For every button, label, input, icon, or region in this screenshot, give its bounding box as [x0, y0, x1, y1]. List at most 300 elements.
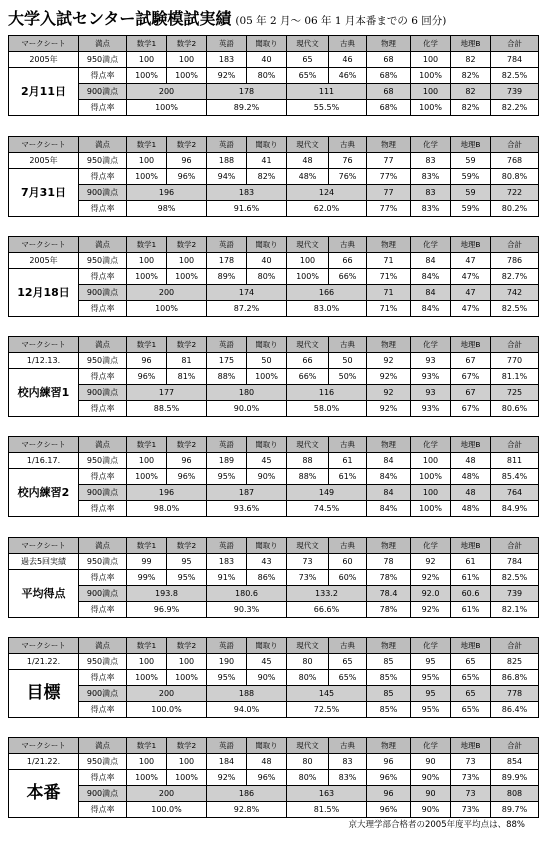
- row-label: 得点率: [79, 802, 127, 818]
- column-header: 合計: [491, 237, 539, 253]
- column-header: マークシート: [9, 437, 79, 453]
- table-cell: 100%: [167, 670, 207, 686]
- column-header: 英語: [207, 237, 247, 253]
- table-row: [9, 570, 539, 586]
- table-cell: 60%: [329, 570, 367, 586]
- table-cell: 48%: [451, 501, 491, 517]
- merged-cell: 89.2%: [207, 100, 287, 116]
- column-header: 古典: [329, 337, 367, 353]
- column-header: 満点: [79, 638, 127, 654]
- table-cell: 45: [247, 453, 287, 469]
- column-header: 数学2: [167, 638, 207, 654]
- exam-date: 1/21.22.: [9, 754, 79, 770]
- table-cell: 77: [367, 153, 411, 169]
- table-cell: 92%: [207, 770, 247, 786]
- title-subtitle: (05 年 2 月～ 06 年 1 月本番までの 6 回分): [235, 15, 447, 27]
- score-table: [8, 35, 539, 116]
- table-cell: 80: [287, 654, 329, 670]
- column-header: 数学1: [127, 738, 167, 754]
- merged-cell: 187: [207, 485, 287, 501]
- table-cell: 43: [247, 554, 287, 570]
- column-header: 数学2: [167, 36, 207, 52]
- table-cell: 96%: [167, 169, 207, 185]
- table-row: [9, 554, 539, 570]
- table-cell: 71%: [367, 301, 411, 317]
- table-cell: 178: [207, 253, 247, 269]
- merged-cell: 98%: [127, 201, 207, 217]
- table-cell: 93%: [411, 369, 451, 385]
- merged-cell: 133.2: [287, 586, 367, 602]
- table-cell: 96%: [127, 369, 167, 385]
- table-cell: 47%: [451, 269, 491, 285]
- exam-label: 12月18日: [9, 269, 79, 317]
- table-cell: 65%: [451, 670, 491, 686]
- table-cell: 95%: [411, 702, 451, 718]
- table-cell: 83: [329, 754, 367, 770]
- column-header: 聞取り: [247, 337, 287, 353]
- column-header: 合計: [491, 638, 539, 654]
- table-cell: 91%: [207, 570, 247, 586]
- merged-cell: 116: [287, 385, 367, 401]
- table-cell: 96%: [167, 469, 207, 485]
- table-cell: 48: [451, 485, 491, 501]
- table-row: [9, 353, 539, 369]
- column-header: 英語: [207, 137, 247, 153]
- column-header: 英語: [207, 738, 247, 754]
- exam-label: 目標: [9, 670, 79, 718]
- merged-cell: 200: [127, 84, 207, 100]
- table-cell: 100: [127, 253, 167, 269]
- merged-cell: 58.0%: [287, 401, 367, 417]
- table-cell: 88%: [207, 369, 247, 385]
- table-row: [9, 802, 539, 818]
- row-label: 得点率: [79, 100, 127, 116]
- table-cell: 92%: [411, 570, 451, 586]
- table-cell: 764: [491, 485, 539, 501]
- table-cell: 68: [367, 52, 411, 68]
- merged-cell: 124: [287, 185, 367, 201]
- exam-label: 2月11日: [9, 68, 79, 116]
- table-cell: 95: [167, 554, 207, 570]
- table-cell: 95%: [411, 670, 451, 686]
- table-cell: 78%: [367, 602, 411, 618]
- table-cell: 71: [367, 253, 411, 269]
- table-cell: 83%: [411, 169, 451, 185]
- row-label: 900満点: [79, 285, 127, 301]
- row-label: 得点率: [79, 670, 127, 686]
- column-header: 化学: [411, 437, 451, 453]
- merged-cell: 174: [207, 285, 287, 301]
- table-cell: 92: [367, 385, 411, 401]
- table-row: [9, 301, 539, 317]
- table-cell: 100: [411, 52, 451, 68]
- table-header-row: [9, 137, 539, 153]
- column-header: 現代文: [287, 237, 329, 253]
- column-header: 地理B: [451, 137, 491, 153]
- merged-cell: 177: [127, 385, 207, 401]
- table-header-row: [9, 237, 539, 253]
- exam-date: 2005年: [9, 153, 79, 169]
- row-label: 900満点: [79, 786, 127, 802]
- table-header-row: [9, 337, 539, 353]
- merged-cell: 92.8%: [207, 802, 287, 818]
- table-row: [9, 602, 539, 618]
- table-cell: 82%: [451, 100, 491, 116]
- table-cell: 100%: [411, 68, 451, 84]
- table-row: [9, 285, 539, 301]
- column-header: 古典: [329, 538, 367, 554]
- table-cell: 84: [411, 253, 451, 269]
- table-cell: 86%: [247, 570, 287, 586]
- row-label: 得点率: [79, 501, 127, 517]
- merged-cell: 100%: [127, 100, 207, 116]
- column-header: 物理: [367, 638, 411, 654]
- table-cell: 83: [411, 153, 451, 169]
- table-cell: 46: [329, 52, 367, 68]
- table-cell: 100: [167, 654, 207, 670]
- table-cell: 100: [127, 153, 167, 169]
- column-header: 聞取り: [247, 638, 287, 654]
- table-cell: 84%: [411, 301, 451, 317]
- table-cell: 84: [367, 485, 411, 501]
- column-header: 合計: [491, 538, 539, 554]
- merged-cell: 74.5%: [287, 501, 367, 517]
- table-cell: 90%: [411, 802, 451, 818]
- merged-cell: 93.6%: [207, 501, 287, 517]
- table-cell: 73%: [287, 570, 329, 586]
- table-cell: 84: [411, 285, 451, 301]
- table-cell: 81%: [167, 369, 207, 385]
- table-cell: 90%: [411, 770, 451, 786]
- table-cell: 83%: [411, 201, 451, 217]
- table-cell: 95%: [207, 469, 247, 485]
- table-cell: 82: [451, 84, 491, 100]
- table-cell: 99: [127, 554, 167, 570]
- table-cell: 84%: [367, 501, 411, 517]
- table-cell: 66: [287, 353, 329, 369]
- merged-cell: 196: [127, 185, 207, 201]
- column-header: 数学1: [127, 137, 167, 153]
- table-cell: 76%: [329, 169, 367, 185]
- table-cell: 100: [127, 754, 167, 770]
- column-header: 物理: [367, 36, 411, 52]
- column-header: 聞取り: [247, 738, 287, 754]
- exam-date: 1/16.17.: [9, 453, 79, 469]
- table-cell: 68: [367, 84, 411, 100]
- table-cell: 100%: [247, 369, 287, 385]
- table-cell: 739: [491, 586, 539, 602]
- table-cell: 786: [491, 253, 539, 269]
- column-header: 数学1: [127, 638, 167, 654]
- table-row: [9, 485, 539, 501]
- column-header: 物理: [367, 237, 411, 253]
- column-header: 数学2: [167, 337, 207, 353]
- score-table: [8, 436, 539, 517]
- merged-cell: 72.5%: [287, 702, 367, 718]
- table-cell: 73: [287, 554, 329, 570]
- column-header: 合計: [491, 337, 539, 353]
- table-cell: 742: [491, 285, 539, 301]
- table-cell: 60: [329, 554, 367, 570]
- column-header: 数学2: [167, 738, 207, 754]
- column-header: 聞取り: [247, 36, 287, 52]
- table-cell: 100%: [167, 770, 207, 786]
- table-cell: 84%: [367, 469, 411, 485]
- column-header: 現代文: [287, 738, 329, 754]
- row-label: 得点率: [79, 602, 127, 618]
- table-cell: 61: [329, 453, 367, 469]
- table-row: [9, 385, 539, 401]
- table-cell: 100%: [127, 469, 167, 485]
- score-table: [8, 236, 539, 317]
- column-header: マークシート: [9, 738, 79, 754]
- merged-cell: 149: [287, 485, 367, 501]
- table-cell: 66: [329, 253, 367, 269]
- table-cell: 100%: [127, 770, 167, 786]
- table-cell: 73: [451, 754, 491, 770]
- table-cell: 65%: [287, 68, 329, 84]
- table-cell: 82.1%: [491, 602, 539, 618]
- table-cell: 78.4: [367, 586, 411, 602]
- score-table: [8, 737, 539, 818]
- row-label: 得点率: [79, 169, 127, 185]
- row-label: 900満点: [79, 686, 127, 702]
- table-cell: 100: [287, 253, 329, 269]
- column-header: 聞取り: [247, 538, 287, 554]
- table-cell: 189: [207, 453, 247, 469]
- table-cell: 82%: [247, 169, 287, 185]
- table-cell: 96: [167, 453, 207, 469]
- score-table: [8, 637, 539, 718]
- row-label: 得点率: [79, 702, 127, 718]
- table-cell: 73%: [451, 802, 491, 818]
- table-cell: 50: [329, 353, 367, 369]
- table-cell: 100%: [127, 169, 167, 185]
- column-header: 現代文: [287, 36, 329, 52]
- table-cell: 100%: [127, 670, 167, 686]
- table-cell: 96: [367, 754, 411, 770]
- table-cell: 100: [127, 654, 167, 670]
- table-row: [9, 269, 539, 285]
- table-cell: 90%: [247, 670, 287, 686]
- column-header: 聞取り: [247, 237, 287, 253]
- column-header: マークシート: [9, 538, 79, 554]
- table-cell: 96: [367, 786, 411, 802]
- table-cell: 40: [247, 52, 287, 68]
- table-cell: 48%: [287, 169, 329, 185]
- table-cell: 100%: [167, 68, 207, 84]
- column-header: マークシート: [9, 638, 79, 654]
- table-cell: 65: [451, 654, 491, 670]
- column-header: 現代文: [287, 638, 329, 654]
- column-header: 満点: [79, 538, 127, 554]
- table-cell: 81: [167, 353, 207, 369]
- table-cell: 50%: [329, 369, 367, 385]
- column-header: 化学: [411, 337, 451, 353]
- table-cell: 86.8%: [491, 670, 539, 686]
- row-label: 得点率: [79, 369, 127, 385]
- column-header: 数学1: [127, 538, 167, 554]
- column-header: 合計: [491, 36, 539, 52]
- column-header: 化学: [411, 538, 451, 554]
- column-header: 現代文: [287, 337, 329, 353]
- merged-cell: 94.0%: [207, 702, 287, 718]
- table-header-row: [9, 538, 539, 554]
- column-header: 化学: [411, 36, 451, 52]
- merged-cell: 186: [207, 786, 287, 802]
- table-cell: 71%: [367, 269, 411, 285]
- column-header: 数学1: [127, 337, 167, 353]
- table-row: [9, 68, 539, 84]
- merged-cell: 188: [207, 686, 287, 702]
- table-row: [9, 453, 539, 469]
- table-cell: 100%: [127, 68, 167, 84]
- table-cell: 48: [451, 453, 491, 469]
- merged-cell: 193.8: [127, 586, 207, 602]
- column-header: 現代文: [287, 538, 329, 554]
- table-row: [9, 401, 539, 417]
- table-cell: 808: [491, 786, 539, 802]
- table-cell: 85: [367, 686, 411, 702]
- table-cell: 96%: [247, 770, 287, 786]
- merged-cell: 178: [207, 84, 287, 100]
- row-label: 得点率: [79, 770, 127, 786]
- column-header: 数学2: [167, 437, 207, 453]
- merged-cell: 180.6: [207, 586, 287, 602]
- table-cell: 59%: [451, 169, 491, 185]
- column-header: 聞取り: [247, 437, 287, 453]
- merged-cell: 55.5%: [287, 100, 367, 116]
- table-cell: 188: [207, 153, 247, 169]
- table-cell: 47: [451, 253, 491, 269]
- column-header: 満点: [79, 738, 127, 754]
- footnote: 京大理学部合格者の2005年度平均点は、88%: [348, 820, 525, 830]
- exam-date: 2005年: [9, 253, 79, 269]
- table-row: [9, 686, 539, 702]
- table-cell: 85%: [367, 702, 411, 718]
- table-row: [9, 786, 539, 802]
- row-label: 得点率: [79, 269, 127, 285]
- table-cell: 96%: [367, 802, 411, 818]
- row-label: 900満点: [79, 185, 127, 201]
- table-cell: 80.8%: [491, 169, 539, 185]
- merged-cell: 81.5%: [287, 802, 367, 818]
- column-header: 古典: [329, 638, 367, 654]
- column-header: 地理B: [451, 36, 491, 52]
- table-row: [9, 670, 539, 686]
- column-header: 合計: [491, 738, 539, 754]
- column-header: 化学: [411, 738, 451, 754]
- column-header: 古典: [329, 437, 367, 453]
- row-label: 950満点: [79, 654, 127, 670]
- table-cell: 100%: [287, 269, 329, 285]
- column-header: 物理: [367, 137, 411, 153]
- table-cell: 725: [491, 385, 539, 401]
- table-cell: 96: [127, 353, 167, 369]
- table-cell: 90%: [247, 469, 287, 485]
- table-cell: 93: [411, 353, 451, 369]
- table-cell: 84.9%: [491, 501, 539, 517]
- table-cell: 77: [367, 185, 411, 201]
- table-cell: 82.5%: [491, 68, 539, 84]
- table-cell: 183: [207, 52, 247, 68]
- table-cell: 68%: [367, 100, 411, 116]
- exam-label: 校内練習2: [9, 469, 79, 517]
- table-cell: 784: [491, 554, 539, 570]
- table-cell: 92: [367, 353, 411, 369]
- table-cell: 80.6%: [491, 401, 539, 417]
- table-cell: 100: [167, 52, 207, 68]
- table-cell: 739: [491, 84, 539, 100]
- table-cell: 93%: [411, 401, 451, 417]
- table-cell: 95%: [207, 670, 247, 686]
- column-header: 英語: [207, 437, 247, 453]
- column-header: 数学2: [167, 538, 207, 554]
- table-cell: 190: [207, 654, 247, 670]
- table-cell: 65: [287, 52, 329, 68]
- row-label: 950満点: [79, 153, 127, 169]
- table-cell: 67: [451, 353, 491, 369]
- row-label: 950満点: [79, 554, 127, 570]
- table-cell: 88: [287, 453, 329, 469]
- table-cell: 92%: [367, 369, 411, 385]
- table-cell: 61%: [451, 602, 491, 618]
- merged-cell: 83.0%: [287, 301, 367, 317]
- table-cell: 100%: [411, 469, 451, 485]
- table-header-row: [9, 437, 539, 453]
- table-cell: 100: [411, 84, 451, 100]
- table-cell: 96: [167, 153, 207, 169]
- table-row: [9, 185, 539, 201]
- table-cell: 90: [411, 754, 451, 770]
- table-row: [9, 100, 539, 116]
- table-cell: 100%: [411, 100, 451, 116]
- column-header: 物理: [367, 437, 411, 453]
- merged-cell: 111: [287, 84, 367, 100]
- row-label: 950満点: [79, 453, 127, 469]
- table-row: [9, 501, 539, 517]
- column-header: 現代文: [287, 137, 329, 153]
- table-cell: 82.5%: [491, 301, 539, 317]
- table-cell: 100%: [411, 501, 451, 517]
- table-cell: 768: [491, 153, 539, 169]
- table-header-row: [9, 36, 539, 52]
- column-header: 英語: [207, 538, 247, 554]
- column-header: 聞取り: [247, 137, 287, 153]
- merged-cell: 66.6%: [287, 602, 367, 618]
- merged-cell: 180: [207, 385, 287, 401]
- table-cell: 47%: [451, 301, 491, 317]
- score-table: [8, 336, 539, 417]
- merged-cell: 183: [207, 185, 287, 201]
- column-header: 地理B: [451, 437, 491, 453]
- table-row: [9, 754, 539, 770]
- table-cell: 811: [491, 453, 539, 469]
- merged-cell: 62.0%: [287, 201, 367, 217]
- row-label: 950満点: [79, 353, 127, 369]
- table-cell: 89.7%: [491, 802, 539, 818]
- table-cell: 100: [167, 253, 207, 269]
- exam-label: 本番: [9, 770, 79, 818]
- table-cell: 73: [451, 786, 491, 802]
- column-header: 化学: [411, 638, 451, 654]
- table-cell: 100%: [127, 269, 167, 285]
- table-cell: 45: [247, 654, 287, 670]
- column-header: 古典: [329, 36, 367, 52]
- row-label: 得点率: [79, 469, 127, 485]
- row-label: 900満点: [79, 84, 127, 100]
- column-header: 満点: [79, 137, 127, 153]
